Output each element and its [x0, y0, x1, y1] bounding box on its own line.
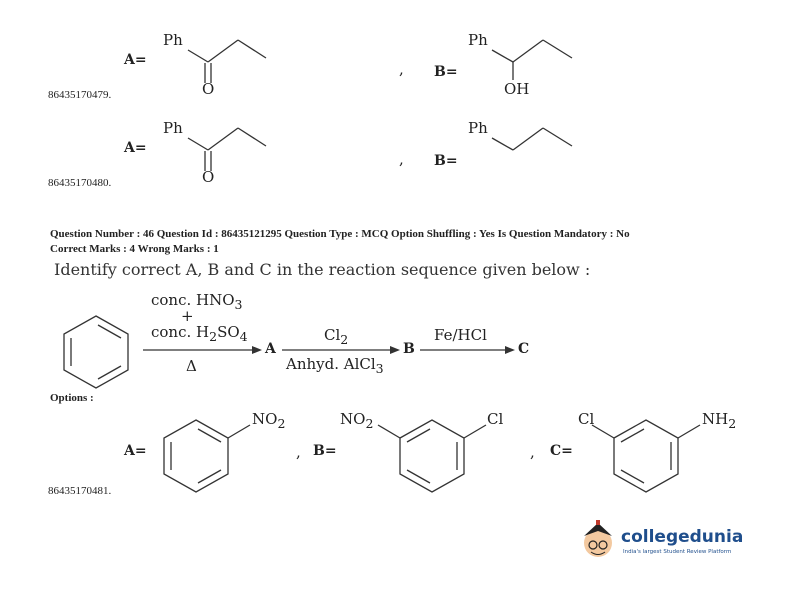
- opt1-c-label: C=: [550, 443, 573, 459]
- opt1-c-ring: [592, 420, 700, 492]
- logo-mascot: [584, 520, 612, 557]
- opt1-b-label: B=: [313, 443, 337, 459]
- logo-tagline: India's largest Student Review Platform: [623, 549, 732, 555]
- opt4-a-structure: [188, 128, 266, 171]
- opt1-b-ring: [378, 420, 486, 492]
- reagent-1-plus: +: [181, 307, 194, 325]
- reagent-2-bottom: Anhyd. AlCl$_3$: [286, 355, 384, 376]
- opt4-a-label: A=: [124, 140, 147, 156]
- opt3-a-label: A=: [124, 52, 147, 68]
- question-meta-line-2: Correct Marks : 4 Wrong Marks : 1: [50, 243, 219, 255]
- logo-name: collegedunia: [621, 527, 744, 547]
- opt1-b-nitro: $NO_2$: [340, 410, 374, 431]
- opt4-id: 86435170480.: [48, 177, 112, 189]
- opt3-a-phenyl: Ph: [163, 31, 183, 49]
- arrow-3-head: [505, 346, 515, 354]
- reagent-1-top: conc. $HNO_3$: [151, 291, 243, 312]
- question-meta-line-1: Question Number : 46 Question Id : 86435121295 Question Type : MCQ Option Shuffling : Yes Is Question Mandatory : No: [50, 228, 630, 240]
- opt3-b-phenyl: Ph: [468, 31, 488, 49]
- product-b: B: [403, 341, 415, 357]
- opt4-a-oxygen: O: [202, 168, 215, 186]
- opt3-separator: ,: [399, 60, 404, 78]
- opt3-a-structure: [188, 40, 266, 83]
- opt1-a-label: A=: [124, 443, 147, 459]
- opt1-a-nitro: $NO_2$: [252, 410, 286, 431]
- opt4-a-phenyl: Ph: [163, 119, 183, 137]
- opt1-separator-2: ,: [530, 443, 535, 461]
- opt4-b-label: B=: [434, 153, 458, 169]
- opt1-id: 86435170481.: [48, 485, 112, 497]
- question-text: Identify correct A, B and C in the reaction sequence given below :: [54, 260, 591, 279]
- reagent-1-heat: Δ: [186, 357, 197, 375]
- arrow-1-head: [252, 346, 262, 354]
- opt3-id: 86435170479.: [48, 89, 112, 101]
- opt4-b-structure: [492, 128, 572, 150]
- reagent-3-top: Fe/HCl: [434, 326, 487, 344]
- opt3-b-structure: [492, 40, 572, 80]
- opt1-a-ring: [164, 420, 250, 492]
- product-a: A: [265, 341, 276, 357]
- reagent-1-mid: conc. $H_2SO_4$: [151, 323, 248, 344]
- opt3-b-label: B=: [434, 64, 458, 80]
- opt4-b-phenyl: Ph: [468, 119, 488, 137]
- opt1-c-amino: $NH_2$: [702, 410, 737, 431]
- reagent-2-top: $Cl_2$: [324, 326, 349, 347]
- opt4-separator: ,: [399, 150, 404, 168]
- benzene-ring: [64, 316, 128, 388]
- product-c: C: [518, 341, 530, 357]
- arrow-2-head: [390, 346, 400, 354]
- opt3-a-oxygen: O: [202, 80, 215, 98]
- opt3-b-hydroxyl: OH: [504, 80, 530, 98]
- opt1-separator-1: ,: [296, 443, 301, 461]
- opt1-b-chloro: Cl: [487, 410, 504, 428]
- options-label: Options :: [50, 392, 94, 404]
- opt1-c-chloro: Cl: [578, 410, 595, 428]
